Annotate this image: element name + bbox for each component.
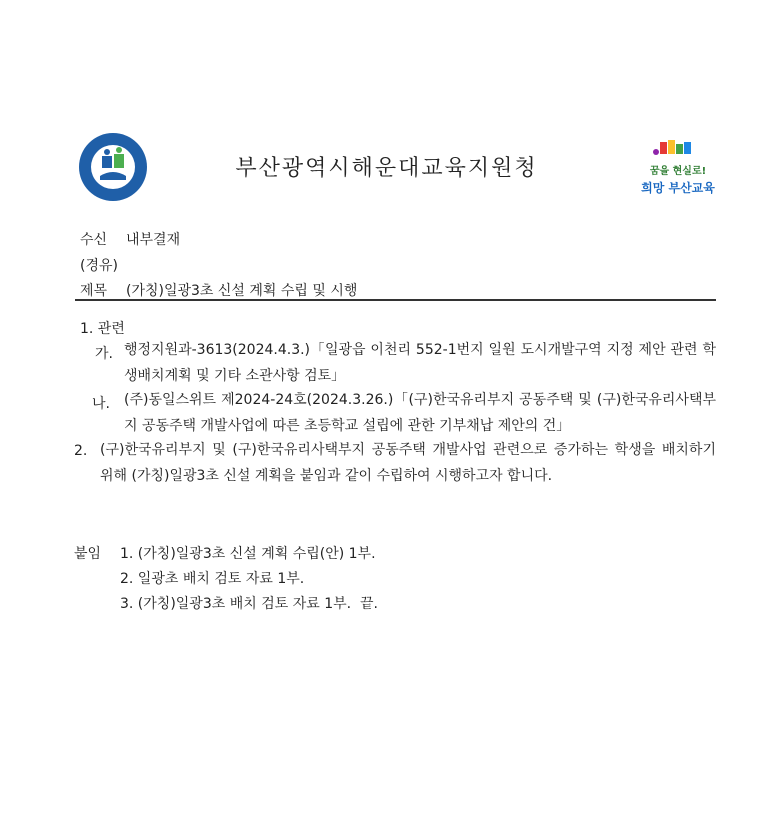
item1-b-text: (주)동일스위트 제2024-24호(2024.3.26.)「(구)한국유리부지 공동주택 및 (구)한국유리사택부지 공동주택 개발사업에 따른 초등학교 설립에 관한 기부채납 제안의 건」 (124, 392, 716, 434)
item1-title: 1. 관련 (80, 321, 125, 337)
via-row (80, 255, 118, 275)
slogan-logo (634, 138, 718, 200)
subject-row (80, 280, 357, 300)
recipient-value: 내부결재 (126, 232, 181, 248)
item2-text: (구)한국유리부지 및 (구)한국유리사택부지 공동주택 개발사업 관련으로 증가하는 학생을 배치하기 위해 (가칭)일광3초 신설 계획을 붙임과 같이 수립하여 시행하고자 합니다. (100, 442, 716, 484)
recipient-label: 수신 (80, 232, 108, 248)
subject-label: 제목 (80, 283, 108, 299)
attachments-label: 붙임 (74, 546, 102, 562)
via-label: (경유) (80, 258, 118, 274)
org-name-title: 부산광역시해운대교육지원청 (235, 156, 538, 181)
slogan-text: 꿈을 현실로! (649, 166, 707, 177)
attachment-item-1: 1. (가칭)일광3초 신설 계획 수립(안) 1부. (120, 546, 376, 562)
item1-a-text-wrap (0, 337, 716, 389)
attachment-item-3: 3. (가칭)일광3초 배치 검토 자료 1부. 끝. (120, 596, 378, 612)
recipient-row (80, 229, 180, 249)
header-divider (75, 299, 716, 301)
item1-a-label: 가. (95, 346, 113, 362)
item1-b-label: 나. (92, 396, 110, 412)
item1-a-text: 행정지원과-3613(2024.4.3.)「일광읍 이천리 552-1번지 일원 도시개발구역 지정 제안 관련 학생배치계획 및 기타 소관사항 검토」 (124, 342, 716, 384)
item2-label: 2. (74, 443, 88, 459)
attachment-item-2: 2. 일광초 배치 검토 자료 1부. (120, 571, 305, 587)
brand-name-text: 희망 부산교육 (641, 181, 715, 195)
subject-value: (가칭)일광3초 신설 계획 수립 및 시행 (126, 283, 358, 299)
